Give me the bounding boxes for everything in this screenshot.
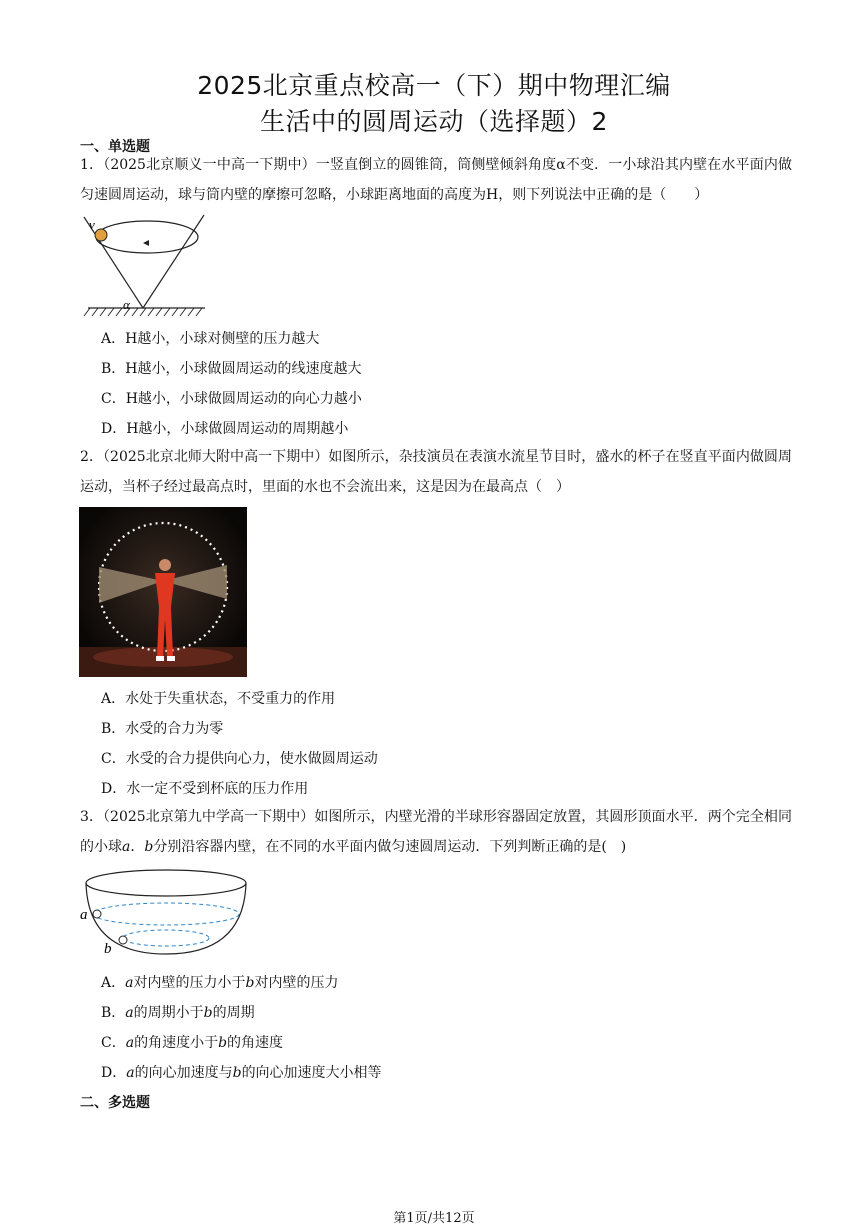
question-3-option-d: D．a的向心加速度与b的向心加速度大小相等 — [101, 1065, 382, 1081]
question-1-option-c: C．H越小，小球做圆周运动的向心力越小 — [101, 391, 362, 407]
question-3-option-b: B．a的周期小于b的周期 — [101, 1005, 255, 1021]
question-1-stem: 1．（2025北京顺义一中高一下期中）一竖直倒立的圆锥筒，筒侧壁倾斜角度α不变．一小球沿其内壁在水平面内做匀速圆周运动，球与筒内壁的摩擦可忽略，小球距离地面的高度为H，则下列说法中正确的是（ ） — [80, 157, 792, 203]
question-1-option-d: D．H越小，小球做圆周运动的周期越小 — [101, 421, 349, 437]
angle-label: α — [123, 297, 130, 312]
section-heading-multiple-choice: 二、多选题 — [80, 1095, 150, 1111]
page-title: 2025北京重点校高一（下）期中物理汇编 — [197, 71, 671, 100]
question-3-option-c: C．a的角速度小于b的角速度 — [101, 1035, 284, 1051]
question-2-option-b: B．水受的合力为零 — [101, 721, 224, 737]
question-1-option-b: B．H越小，小球做圆周运动的线速度越大 — [101, 361, 362, 377]
question-2-option-c: C．水受的合力提供向心力，使水做圆周运动 — [101, 751, 378, 767]
page-subtitle: 生活中的圆周运动（选择题）2 — [260, 107, 608, 136]
ball-a-label: a — [80, 907, 88, 923]
question-2-option-d: D．水一定不受到杯底的压力作用 — [101, 781, 309, 797]
question-2-option-a: A．水处于失重状态，不受重力的作用 — [101, 691, 336, 707]
section-heading-single-choice: 一、单选题 — [80, 139, 150, 155]
cone-figure — [80, 210, 210, 322]
question-3-option-a: A．a对内壁的压力小于b对内壁的压力 — [101, 975, 339, 991]
hemisphere-bowl-figure — [78, 862, 250, 962]
question-2-stem: 2．（2025北京北师大附中高一下期中）如图所示，杂技演员在表演水流星节目时，盛水的杯子在竖直平面内做圆周运动，当杯子经过最高点时，里面的水也不会流出来，这是因为在最高点（ ） — [80, 449, 792, 495]
page-number: 第1页/共12页 — [393, 1211, 475, 1226]
water-meteor-photo — [79, 507, 247, 677]
question-1-option-a: A．H越小，小球对侧壁的压力越大 — [101, 331, 320, 347]
ball-b-label: b — [104, 941, 112, 957]
question-3-stem: 3．（2025北京第九中学高一下期中）如图所示，内壁光滑的半球形容器固定放置，其圆形顶面水平．两个完全相同的小球a．b分别沿容器内壁，在不同的水平面内做匀速圆周运动．下列判断正确的是( ) — [80, 809, 792, 855]
velocity-label: v — [89, 217, 95, 232]
